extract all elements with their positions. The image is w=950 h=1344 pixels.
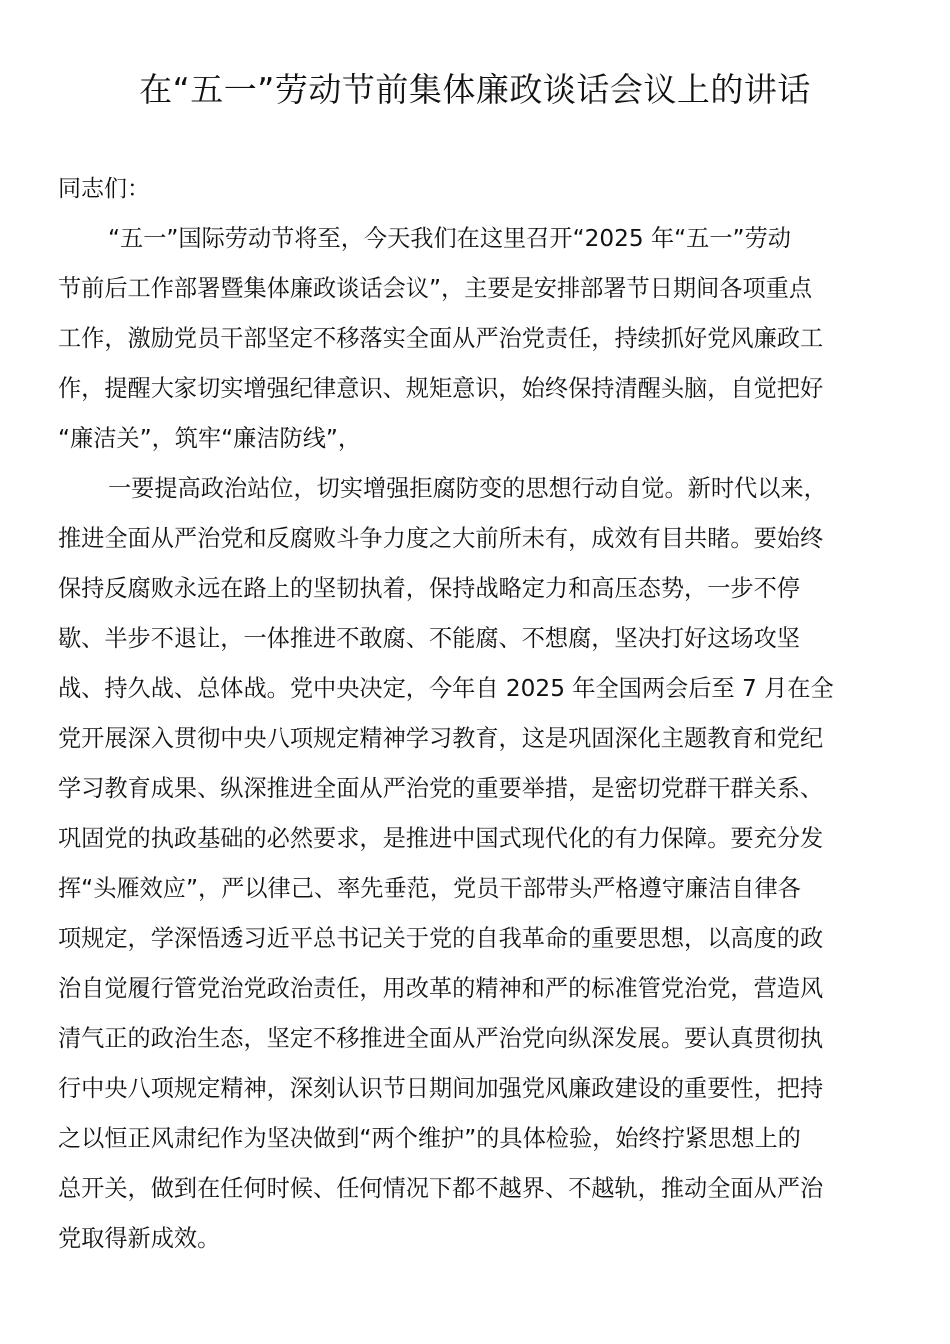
paragraph-2-line: 歇、半步不退让，一体推进不敢腐、不能腐、不想腐，坚决打好这场攻坚 bbox=[58, 625, 800, 652]
paragraph-2-line: 党取得新成效。 bbox=[58, 1225, 221, 1252]
paragraph-2-line: 学习教育成果、纵深推进全面从严治党的重要举措，是密切党群干群关系、 bbox=[58, 775, 824, 802]
paragraph-2-line: 行中央八项规定精神，深刻认识节日期间加强党风廉政建设的重要性，把持 bbox=[58, 1075, 824, 1102]
paragraph-2-line: 挥“头雁效应”，严以律己、率先垂范，党员干部带头严格遵守廉洁自律各 bbox=[58, 875, 801, 902]
paragraph-1-line: 节前后工作部署暨集体廉政谈话会议”，主要是安排部署节日期间各项重点 bbox=[58, 275, 813, 302]
paragraph-2-line: 党开展深入贯彻中央八项规定精神学习教育，这是巩固深化主题教育和党纪 bbox=[58, 725, 824, 752]
paragraph-2-line: 巩固党的执政基础的必然要求，是推进中国式现代化的有力保障。要充分发 bbox=[58, 825, 824, 852]
paragraph-1-line: “廉洁关”，筑牢“廉洁防线”， bbox=[58, 425, 362, 452]
paragraph-2-line: 总开关，做到在任何时候、任何情况下都不越界、不越轨，推动全面从严治 bbox=[58, 1175, 824, 1202]
paragraph-2-line: 治自觉履行管党治党政治责任，用改革的精神和严的标准管党治党，营造风 bbox=[58, 975, 824, 1002]
paragraph-2-line: 项规定，学深悟透习近平总书记关于党的自我革命的重要思想，以高度的政 bbox=[58, 925, 824, 952]
paragraph-2-line: 清气正的政治生态，坚定不移推进全面从严治党向纵深发展。要认真贯彻执 bbox=[58, 1025, 824, 1052]
paragraph-1-line: 工作，激励党员干部坚定不移落实全面从严治党责任，持续抓好党风廉政工 bbox=[58, 325, 824, 352]
salutation: 同志们： bbox=[58, 176, 150, 202]
paragraph-2-line: 一要提高政治站位，切实增强拒腐防变的思想行动自觉。新时代以来， bbox=[108, 475, 827, 502]
paragraph-2-line: 之以恒正风肃纪作为坚决做到“两个维护”的具体检验，始终拧紧思想上的 bbox=[58, 1125, 801, 1152]
paragraph-1-line: 作，提醒大家切实增强纪律意识、规矩意识，始终保持清醒头脑，自觉把好 bbox=[58, 375, 824, 402]
page-title: 在“五一”劳动节前集体廉政谈话会议上的讲话 bbox=[139, 70, 811, 109]
paragraph-1-line: “五一”国际劳动节将至，今天我们在这里召开“2025 年“五一”劳动 bbox=[108, 225, 791, 252]
paragraph-2-line: 战、持久战、总体战。党中央决定，今年自 2025 年全国两会后至 7 月在全 bbox=[58, 675, 834, 702]
paragraph-2-line: 推进全面从严治党和反腐败斗争力度之大前所未有，成效有目共睹。要始终 bbox=[58, 525, 824, 552]
paragraph-2-line: 保持反腐败永远在路上的坚韧执着，保持战略定力和高压态势，一步不停 bbox=[58, 575, 800, 602]
